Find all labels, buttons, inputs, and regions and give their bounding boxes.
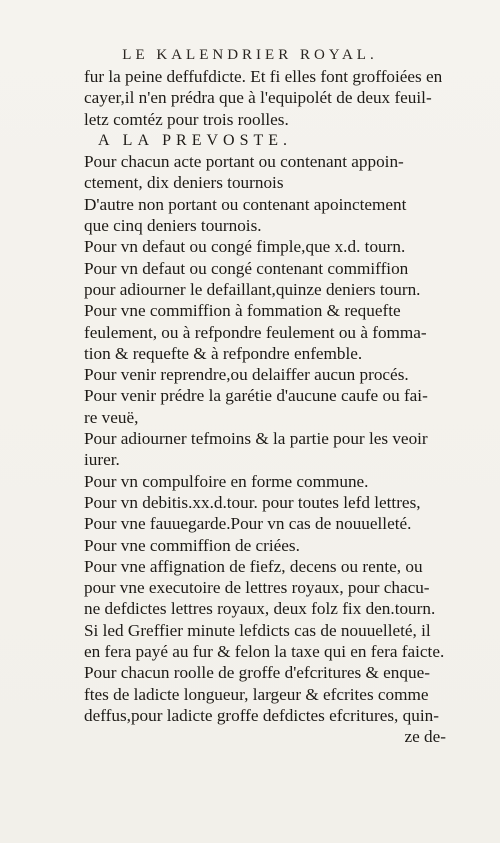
text-line: feulement, ou à refpondre feulement ou à fomma-: [84, 322, 427, 342]
running-head: LE KALENDRIER ROYAL.: [122, 47, 378, 63]
text-line: Pour vn debitis.xx.d.tour. pour toutes lefd lettres,: [84, 492, 421, 512]
text-line: Pour vn compulfoire en forme commune.: [84, 471, 369, 491]
text-line: deffus,pour ladicte groffe defdictes efcritures, quin-: [84, 705, 439, 725]
text-line: ctement, dix deniers tournois: [84, 173, 284, 193]
text-line: fur la peine deffufdicte. Et fi elles font groffoiées en: [84, 67, 443, 86]
text-line: Pour chacun acte portant ou contenant appoin-: [84, 152, 404, 172]
text-line: que cinq deniers tournois.: [84, 216, 262, 236]
text-line: en fera payé au fur & felon la taxe qui en fera faicte.: [84, 642, 445, 662]
catchword: ze de-: [404, 727, 446, 747]
text-line: pour vne executoire de lettres royaux, pour chacu-: [84, 578, 430, 598]
body-text: [84, 66, 484, 748]
text-line: Pour adiourner tefmoins & la partie pour les veoir: [84, 429, 428, 449]
text-line: letz comtéz pour trois roolles.: [84, 109, 289, 129]
text-line: Pour vn defaut ou congé contenant commiffion: [84, 258, 409, 278]
text-line: Pour vn defaut ou congé fimple,que x.d. tourn.: [84, 237, 406, 257]
text-line: cayer,il n'en prédra que à l'equipolét de deux feuil-: [84, 88, 432, 108]
text-line: Pour venir reprendre,ou delaiffer aucun procés.: [84, 365, 409, 385]
text-line: ne defdictes lettres royaux, deux folz fix den.tourn.: [84, 599, 436, 619]
text-line: Pour vne affignation de fiefz, decens ou rente, ou: [84, 556, 423, 576]
text-line: ftes de ladicte longueur, largeur & efcrites comme: [84, 684, 429, 704]
text-line: D'autre non portant ou contenant apoinctement: [84, 194, 407, 214]
text-line: Pour chacun roolle de groffe d'efcritures & enque-: [84, 663, 430, 683]
text-line: Pour venir prédre la garétie d'aucune caufe ou fai-: [84, 386, 428, 406]
text-line: Si led Greffier minute lefdicts cas de nouuelleté, il: [84, 620, 431, 640]
text-line: Pour vne commiffion de criées.: [84, 535, 300, 555]
section-heading: A LA PREVOSTE.: [98, 131, 293, 149]
text-line: pour adiourner le defaillant,quinze deniers tourn.: [84, 279, 421, 299]
text-line: Pour vne fauuegarde.Pour vn cas de nouuelleté.: [84, 514, 412, 534]
text-line: tion & requefte & à refpondre enfemble.: [84, 343, 363, 363]
text-line: Pour vne commiffion à fommation & requefte: [84, 301, 401, 321]
text-line: iurer.: [84, 450, 120, 470]
text-line: re veuë,: [84, 407, 139, 427]
